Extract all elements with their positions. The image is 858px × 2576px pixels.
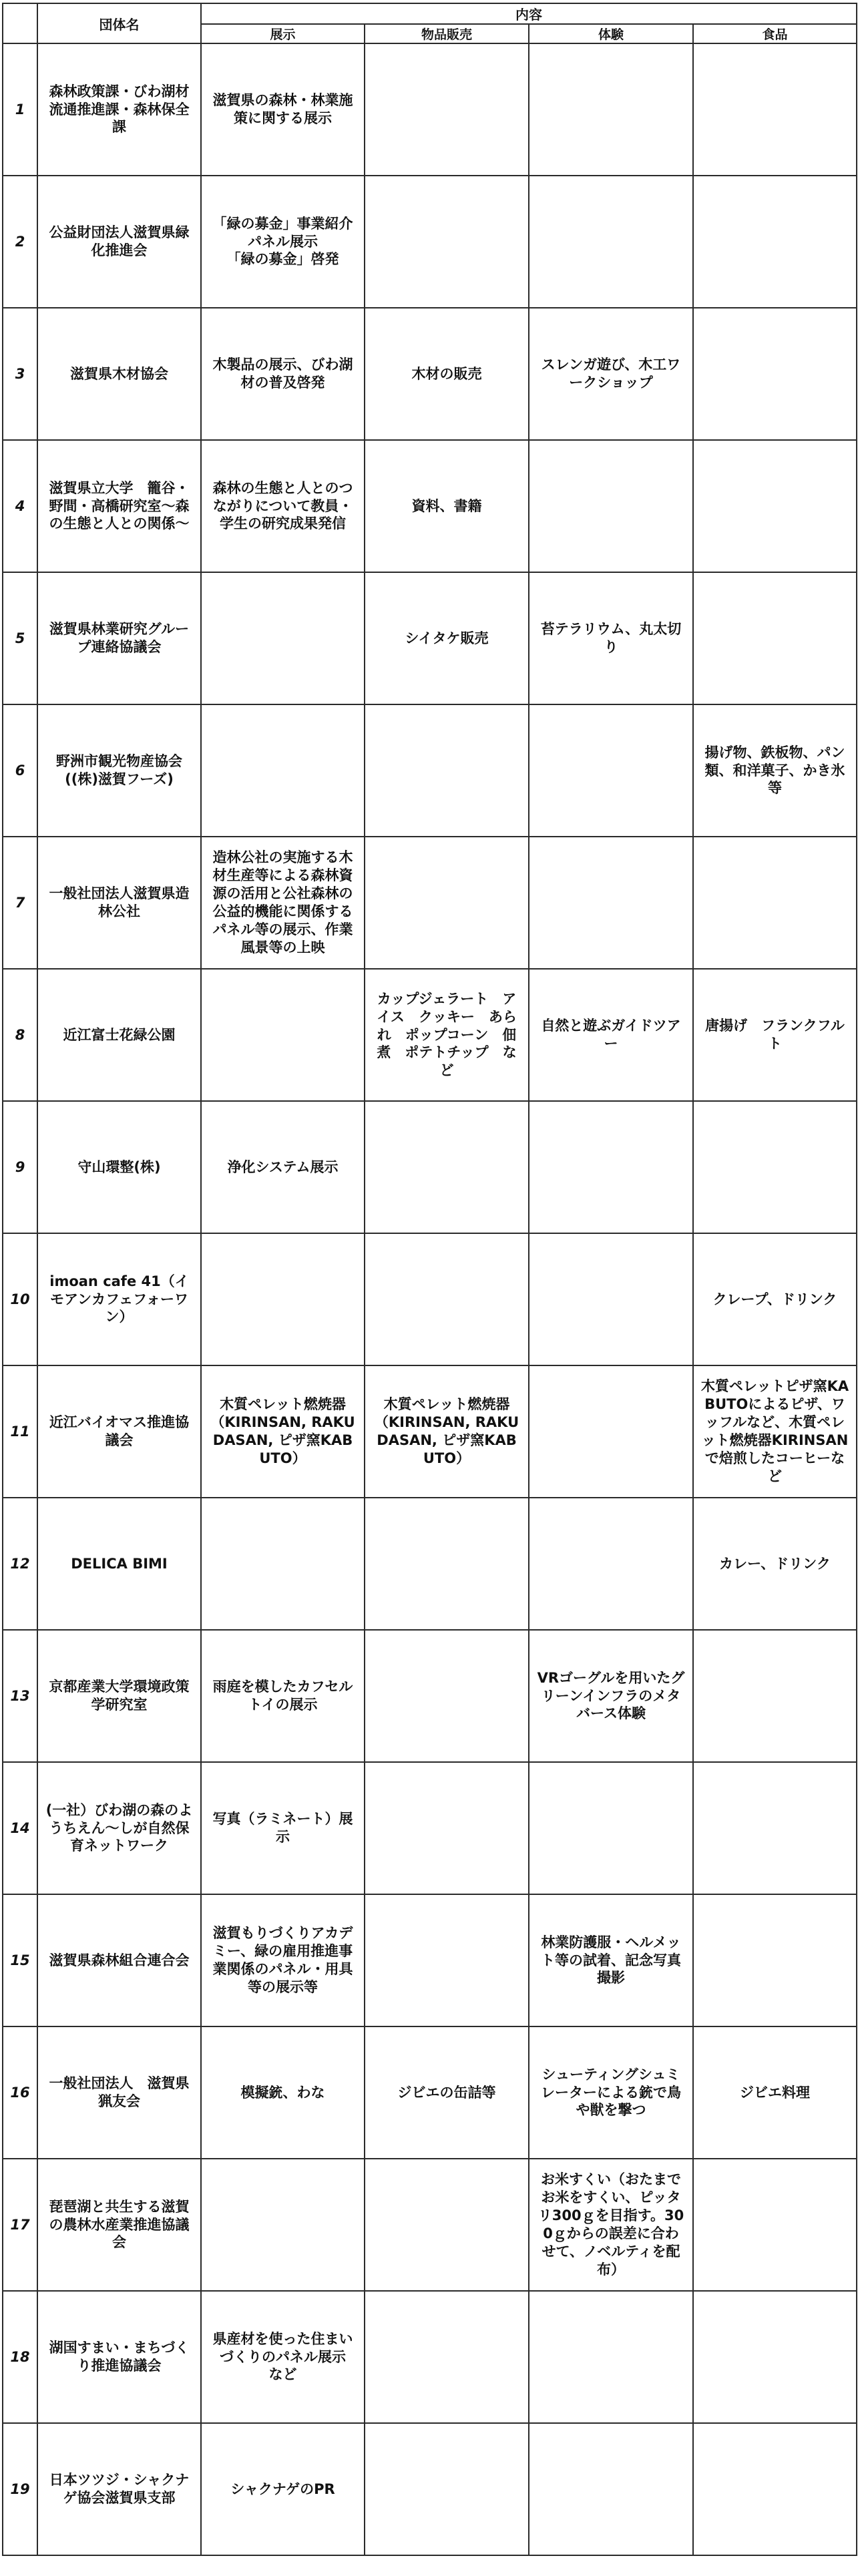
org-name: 京都産業大学環境政策学研究室 [37,1630,201,1762]
sales-cell: カップジェラート アイス クッキー あられ ポップコーン 佃煮 ポテトチップ など [365,969,529,1101]
experience-cell [529,2291,693,2423]
table-row [3,1101,857,1233]
experience-cell: お米すくい（おたまでお米をすくい、ピッタリ300ｇを目指す。300ｇからの誤差に合わせて、ノベルティを配布） [529,2159,693,2291]
sales-cell: 木材の販売 [365,308,529,440]
exhibit-cell [201,2159,365,2291]
table-row [3,2026,857,2159]
exhibit-cell: 木質ペレット燃焼器 （KIRINSAN, RAKUDASAN, ピザ窯KABUTO） [201,1365,365,1498]
exhibit-cell: 県産材を使った住まいづくりのパネル展示 など [201,2291,365,2423]
exhibit-cell: 「緑の募金」事業紹介パネル展示 「緑の募金」啓発 [201,176,365,308]
header-food: 食品 [693,24,857,43]
org-name: 湖国すまい・まちづくり推進協議会 [37,2291,201,2423]
experience-cell [529,43,693,176]
experience-cell: 林業防護服・ヘルメット等の試着、記念写真撮影 [529,1894,693,2026]
experience-cell [529,837,693,969]
sales-cell [365,2291,529,2423]
row-number: 2 [3,176,37,308]
food-cell [693,1762,857,1894]
exhibitor-table [2,3,857,2556]
sales-cell [365,837,529,969]
sales-cell [365,1894,529,2026]
org-name: 琵琶湖と共生する滋賀の農林水産業推進協議会 [37,2159,201,2291]
header-org: 団体名 [37,3,201,43]
experience-cell [529,176,693,308]
food-cell [693,2291,857,2423]
sales-cell: 木質ペレット燃焼器 （KIRINSAN, RAKUDASAN, ピザ窯KABUTO） [365,1365,529,1498]
food-cell [693,2423,857,2555]
org-name: 野洲市観光物産協会((株)滋賀フーズ) [37,704,201,837]
table-row [3,1762,857,1894]
row-number: 4 [3,440,37,572]
experience-cell [529,2423,693,2555]
org-name: 一般社団法人 滋賀県猟友会 [37,2026,201,2159]
row-number: 10 [3,1233,37,1365]
experience-cell [529,1101,693,1233]
sales-cell [365,2423,529,2555]
food-cell [693,308,857,440]
header-no [3,3,37,43]
experience-cell: スレンガ遊び、木工ワークショップ [529,308,693,440]
experience-cell: 自然と遊ぶガイドツアー [529,969,693,1101]
experience-cell [529,1365,693,1498]
org-name: 公益財団法人滋賀県緑化推進会 [37,176,201,308]
food-cell [693,1101,857,1233]
sales-cell [365,1233,529,1365]
experience-cell: シューティングシュミレーターによる銃で鳥や獣を撃つ [529,2026,693,2159]
table-row [3,43,857,176]
table-row [3,1365,857,1498]
table-row [3,572,857,704]
table-row [3,1894,857,2026]
exhibit-cell: 写真（ラミネート）展示 [201,1762,365,1894]
row-number: 14 [3,1762,37,1894]
exhibit-cell: 模擬銃、わな [201,2026,365,2159]
food-cell [693,572,857,704]
header-row-top [3,3,857,24]
row-number: 18 [3,2291,37,2423]
row-number: 9 [3,1101,37,1233]
food-cell: 揚げ物、鉄板物、パン類、和洋菓子、かき氷等 [693,704,857,837]
exhibit-cell [201,1233,365,1365]
org-name: 日本ツツジ・シャクナゲ協会滋賀県支部 [37,2423,201,2555]
experience-cell [529,440,693,572]
table-row [3,2159,857,2291]
exhibit-cell: 滋賀県の森林・林業施策に関する展示 [201,43,365,176]
header-content: 内容 [201,3,857,24]
food-cell: クレープ、ドリンク [693,1233,857,1365]
table-row [3,440,857,572]
food-cell [693,1630,857,1762]
sales-cell [365,176,529,308]
table-row [3,2291,857,2423]
org-name: 滋賀県林業研究グループ連絡協議会 [37,572,201,704]
table-row [3,837,857,969]
header-sales: 物品販売 [365,24,529,43]
row-number: 15 [3,1894,37,2026]
org-name: (一社）びわ湖の森のようちえん〜しが自然保育ネットワーク [37,1762,201,1894]
food-cell [693,837,857,969]
table-row [3,704,857,837]
experience-cell: 苔テラリウム、丸太切り [529,572,693,704]
sales-cell: ジビエの缶詰等 [365,2026,529,2159]
sales-cell: シイタケ販売 [365,572,529,704]
org-name: 近江富士花緑公園 [37,969,201,1101]
row-number: 3 [3,308,37,440]
table-row [3,1630,857,1762]
experience-cell [529,704,693,837]
experience-cell [529,1498,693,1630]
exhibit-cell: シャクナゲのPR [201,2423,365,2555]
org-name: 滋賀県立大学 籠谷・野間・高橋研究室〜森の生態と人との関係〜 [37,440,201,572]
food-cell [693,176,857,308]
exhibit-cell: 森林の生態と人とのつながりについて教員・学生の研究成果発信 [201,440,365,572]
sales-cell [365,2159,529,2291]
exhibit-cell: 浄化システム展示 [201,1101,365,1233]
row-number: 16 [3,2026,37,2159]
org-name: 近江バイオマス推進協議会 [37,1365,201,1498]
row-number: 7 [3,837,37,969]
header-experience: 体験 [529,24,693,43]
org-name: imoan cafe 41（イモアンカフェフォーワン） [37,1233,201,1365]
row-number: 13 [3,1630,37,1762]
sales-cell [365,1101,529,1233]
table-row [3,176,857,308]
food-cell: ジビエ料理 [693,2026,857,2159]
food-cell: 木質ペレットピザ窯KABUTOによるピザ、ワッフルなど、木質ペレット燃焼器KIRINSANで焙煎したコーヒーなど [693,1365,857,1498]
org-name: 滋賀県木材協会 [37,308,201,440]
sales-cell [365,1762,529,1894]
row-number: 11 [3,1365,37,1498]
org-name: 一般社団法人滋賀県造林公社 [37,837,201,969]
table-row [3,1498,857,1630]
experience-cell [529,1233,693,1365]
table-body [3,43,857,2555]
row-number: 8 [3,969,37,1101]
sales-cell [365,704,529,837]
food-cell [693,440,857,572]
table-row [3,1233,857,1365]
exhibit-cell [201,704,365,837]
row-number: 6 [3,704,37,837]
sales-cell: 資料、書籍 [365,440,529,572]
header-exhibit: 展示 [201,24,365,43]
org-name: 守山環整(株) [37,1101,201,1233]
row-number: 1 [3,43,37,176]
org-name: 森林政策課・びわ湖材流通推進課・森林保全課 [37,43,201,176]
food-cell: 唐揚げ フランクフルト [693,969,857,1101]
food-cell: カレー、ドリンク [693,1498,857,1630]
row-number: 17 [3,2159,37,2291]
exhibit-cell: 雨庭を模したカフセルトイの展示 [201,1630,365,1762]
exhibit-cell [201,969,365,1101]
row-number: 12 [3,1498,37,1630]
food-cell [693,2159,857,2291]
sales-cell [365,1630,529,1762]
table-row [3,2423,857,2555]
exhibit-cell: 木製品の展示、びわ湖材の普及啓発 [201,308,365,440]
org-name: 滋賀県森林組合連合会 [37,1894,201,2026]
exhibit-cell [201,1498,365,1630]
org-name: DELICA BIMI [37,1498,201,1630]
exhibit-cell: 滋賀もりづくりアカデミー、緑の雇用推進事業関係のパネル・用具等の展示等 [201,1894,365,2026]
table-row [3,308,857,440]
sales-cell [365,43,529,176]
exhibit-cell: 造林公社の実施する木材生産等による森林資源の活用と公社森林の公益的機能に関係するパネル等の展示、作業風景等の上映 [201,837,365,969]
row-number: 5 [3,572,37,704]
food-cell [693,43,857,176]
table-row [3,969,857,1101]
food-cell [693,1894,857,2026]
sales-cell [365,1498,529,1630]
experience-cell [529,1762,693,1894]
row-number: 19 [3,2423,37,2555]
exhibit-cell [201,572,365,704]
experience-cell: VRゴーグルを用いたグリーンインフラのメタバース体験 [529,1630,693,1762]
